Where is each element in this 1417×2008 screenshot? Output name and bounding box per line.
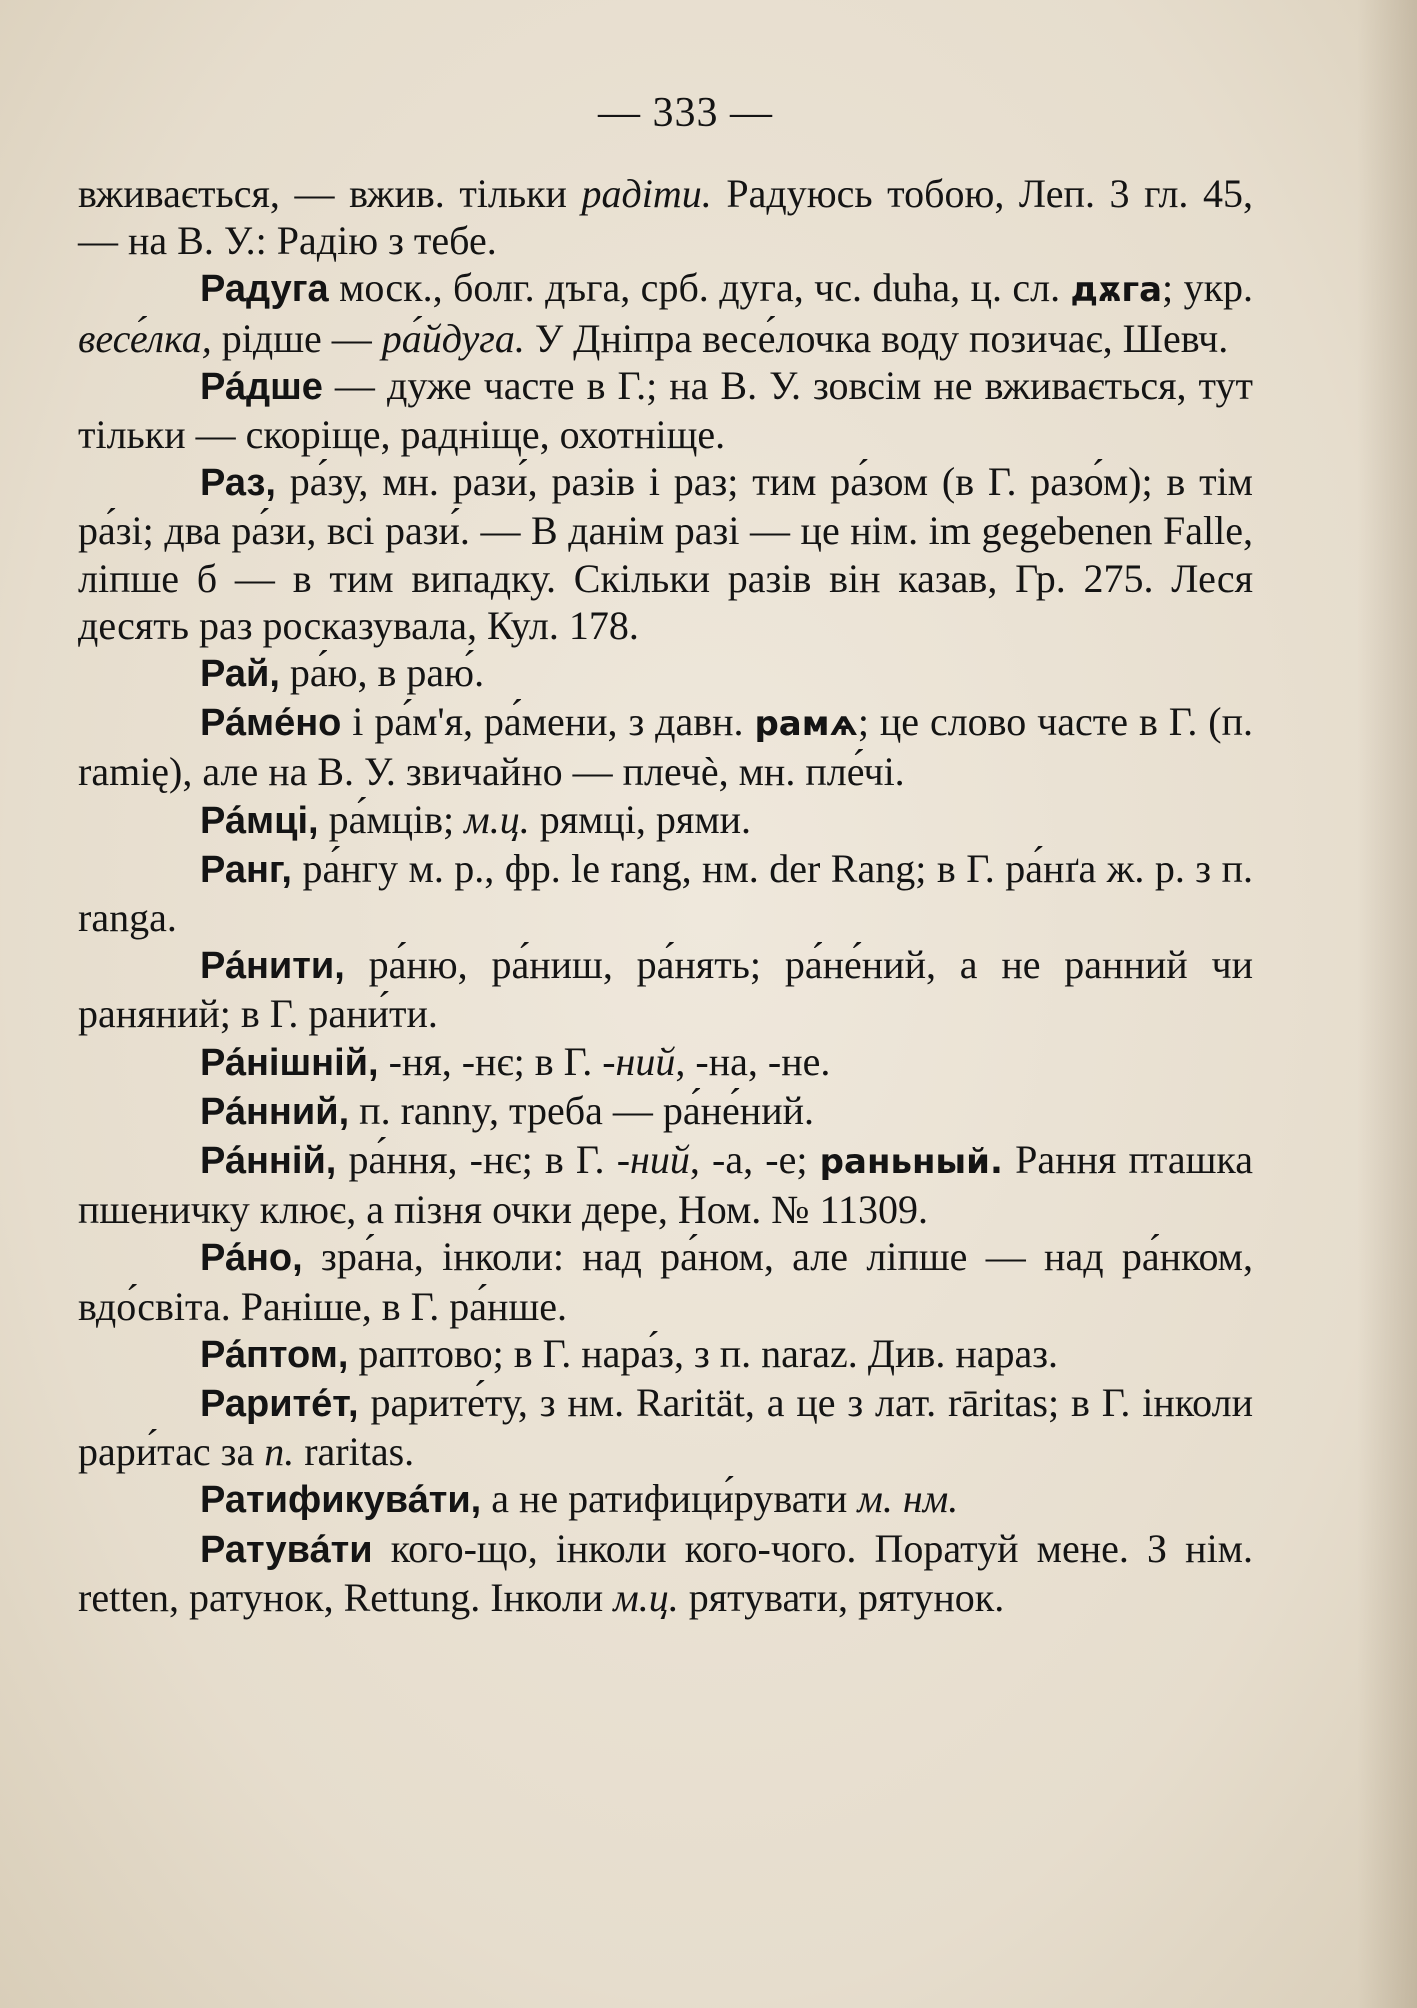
dictionary-entry bbox=[78, 796, 1253, 845]
italic-term: ра́йдуга. bbox=[381, 315, 525, 361]
entry-text: , -на, -не. bbox=[675, 1038, 831, 1084]
entry-text: ра́зу, мн. рази́, разів і раз; тим ра́зом (в Г. разо́м); в тім ра́зі; два ра́зи, всі рази́. — В данім разі — це нім. im gegebenen Falle, ліпше б — в тим випадку. Скільки разів він казав, Гр. 275. Леся десять раз росказувала, Кул. 178. bbox=[78, 459, 1253, 648]
italic-term: -ний bbox=[616, 1137, 690, 1183]
entry-text: раптово; в Г. нара́з, з п. naraz. Див. нараз. bbox=[348, 1330, 1059, 1376]
dictionary-entry bbox=[78, 698, 1253, 795]
church-slavonic-term: раньный. bbox=[819, 1142, 1003, 1183]
entry-headword: Ра́нній, bbox=[200, 1140, 337, 1183]
entry-headword: Ра́нішній, bbox=[200, 1041, 379, 1084]
entry-text: а не ратифици́рувати bbox=[481, 1476, 858, 1522]
italic-term: весе́лка, bbox=[78, 315, 212, 361]
entry-headword: Ратува́ти bbox=[200, 1528, 373, 1571]
entry-text: ра́ню, ра́ниш, ра́нять; ра́не́ний, а не ранний чи раняний; в Г. рани́ти. bbox=[78, 942, 1253, 1037]
entry-headword: Ра́ме́но bbox=[200, 702, 342, 745]
dictionary-entry bbox=[78, 1525, 1253, 1621]
entry-headword: Ра́но, bbox=[200, 1237, 303, 1280]
dictionary-entry bbox=[78, 458, 1253, 649]
entry-text: кого-що, інколи кого-чого. Поратуй мене. З нім. retten, ратунок, Rettung. Інколи bbox=[78, 1525, 1253, 1620]
italic-term: м.ц. bbox=[613, 1574, 679, 1620]
dictionary-entry bbox=[78, 264, 1253, 361]
entry-text: ра́мців; bbox=[318, 796, 465, 842]
dictionary-entry bbox=[78, 362, 1253, 458]
entry-headword: Рарите́т, bbox=[200, 1383, 359, 1426]
entry-text: рідше — bbox=[211, 315, 382, 361]
entry-text: ; укр. bbox=[1162, 265, 1254, 311]
entry-text: рятувати, рятунок. bbox=[678, 1574, 1005, 1620]
entry-text: ра́нгу м. р., фр. le rang, нм. der Rang; в Г. ра́нґа ж. р. з п. ranga. bbox=[78, 845, 1253, 941]
entry-text: Радуюсь тобою, Леп. 3 гл. 45, — на В. У.: Радію з тебе. bbox=[78, 171, 1254, 264]
dictionary-entry bbox=[78, 845, 1253, 941]
entry-text: ра́ю, в раю́. bbox=[279, 650, 485, 696]
dictionary-entry bbox=[78, 649, 1253, 698]
dictionary-entry bbox=[78, 1087, 1253, 1136]
entry-headword: Ра́нити, bbox=[200, 945, 345, 988]
italic-term: радіти. bbox=[581, 171, 712, 216]
entry-text: ; це слово часте в Г. (п. ramię), але на В. У. звичайно — плечѐ, мн. пле́чі. bbox=[78, 699, 1253, 795]
dictionary-entry bbox=[78, 1233, 1253, 1329]
entry-text: raritas. bbox=[294, 1429, 415, 1475]
dictionary-entry bbox=[78, 1136, 1253, 1233]
continuation-paragraph bbox=[78, 170, 1253, 264]
italic-term: м. нм. bbox=[857, 1476, 959, 1522]
page-number: — 333 — bbox=[598, 90, 773, 136]
entry-text: рарите́ту, з нм. Rarität, а це з лат. rāritas; в Г. інколи рари́тас за bbox=[78, 1380, 1253, 1475]
entry-headword: Ра́дше bbox=[200, 365, 323, 408]
entry-headword: Ратификува́ти, bbox=[200, 1479, 482, 1522]
entry-text: , -а, -е; bbox=[689, 1137, 820, 1183]
entry-text: моск., болг. дъга, срб. дуга, чс. duha, ц. сл. bbox=[328, 265, 1071, 311]
entry-headword: Радуга bbox=[200, 268, 329, 311]
italic-term: м.ц. bbox=[464, 796, 530, 842]
entry-headword: Ра́мці, bbox=[200, 799, 319, 842]
italic-term: -ний bbox=[602, 1038, 676, 1084]
entry-text: і ра́м'я, ра́мени, з давн. bbox=[341, 699, 755, 745]
entry-headword: Ра́птом, bbox=[200, 1333, 349, 1376]
dictionary-entry bbox=[78, 1379, 1253, 1475]
entry-headword: Ра́нний, bbox=[200, 1090, 350, 1133]
entry-text: зра́на, інколи: над ра́ном, але ліпше — над ра́нком, вдо́світа. Раніше, в Г. ра́нше. bbox=[78, 1234, 1253, 1329]
church-slavonic-term: дѫга bbox=[1070, 270, 1163, 311]
dictionary-entry bbox=[78, 1330, 1253, 1379]
church-slavonic-term: рамѧ bbox=[754, 704, 858, 745]
dictionary-entry bbox=[78, 1038, 1253, 1087]
dictionary-entry bbox=[78, 1475, 1253, 1524]
entry-headword: Ранг, bbox=[200, 848, 292, 891]
book-page bbox=[78, 92, 1253, 1621]
entry-text: вживається, — вжив. тільки bbox=[78, 171, 582, 216]
entry-text: У Дніпра весе́лочка воду позичає, Шевч. bbox=[524, 315, 1229, 361]
entry-headword: Рай, bbox=[200, 653, 280, 696]
entry-text: -ня, -нє; в Г. bbox=[378, 1038, 603, 1084]
dictionary-entry bbox=[78, 941, 1253, 1037]
italic-term: п. bbox=[264, 1429, 295, 1475]
dictionary-text bbox=[78, 170, 1253, 1621]
page-edge-shadow bbox=[1357, 0, 1417, 2008]
entry-text: рямці, рями. bbox=[529, 796, 752, 842]
entry-headword: Раз, bbox=[200, 462, 276, 505]
entry-text: Рання пташка пшеничку клює, а пізня очки дере, Ном. № 11309. bbox=[78, 1137, 1253, 1233]
entry-text: ра́ння, -нє; в Г. bbox=[336, 1137, 617, 1183]
entry-text: — дуже часте в Г.; на В. У. зовсім не вживається, тут тільки — скоріще, радніще, охотніще. bbox=[78, 362, 1253, 458]
entry-text: п. ranny, треба — ра́не́ний. bbox=[349, 1087, 815, 1133]
